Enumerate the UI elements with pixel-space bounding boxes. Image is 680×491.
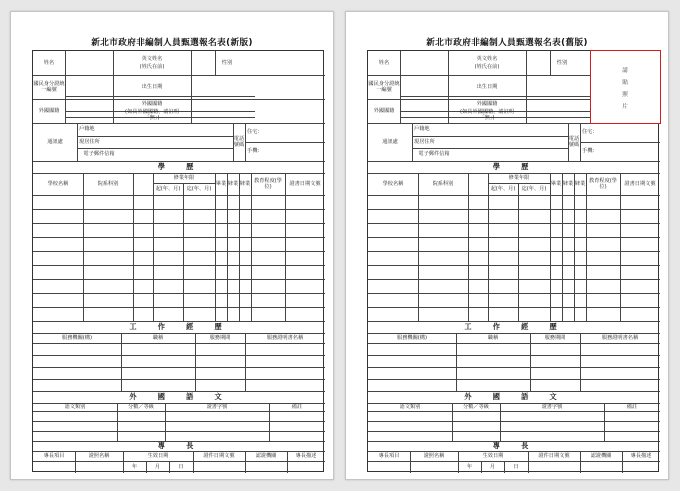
nationality-note-label: (如具外國國籍，請註明「無」) [125, 108, 179, 121]
education-section-header: 學 歷 [157, 162, 201, 171]
gender-label: 性別 [556, 59, 568, 66]
table-rule [368, 343, 660, 344]
table-rule [368, 293, 660, 294]
department-label: 院系科別 [432, 180, 454, 187]
mobile-label: 手機： [247, 148, 263, 155]
nationality-label: 外國國籍 [141, 101, 163, 108]
day-label: 日 [178, 463, 184, 470]
remark-label: 備註 [626, 403, 638, 410]
table-rule [227, 173, 228, 321]
license-name-label: 證照名稱 [88, 452, 110, 459]
table-rule [33, 307, 325, 308]
table-rule [33, 431, 325, 432]
table-rule [418, 173, 419, 321]
nationality-label: 外國國籍 [38, 107, 60, 114]
service-period-label: 服務期間 [544, 334, 566, 341]
table-rule [368, 307, 660, 308]
table-rule [83, 173, 84, 321]
table-rule [33, 279, 325, 280]
table-rule [368, 265, 660, 266]
issuing-agency-label: 認證機關 [255, 452, 277, 459]
table-rule [368, 251, 660, 252]
school-name-label: 學校名稱 [382, 180, 404, 187]
form-page-new [10, 11, 334, 480]
school-name-label: 學校名稱 [47, 180, 69, 187]
specialty-item-label: 專長項目 [43, 452, 65, 459]
home-phone-label: 住宅： [582, 129, 598, 136]
table-rule [33, 251, 325, 252]
home-phone-label: 住宅： [247, 129, 263, 136]
table-rule [33, 379, 325, 380]
current-address-label: 現居住所 [79, 138, 100, 145]
table-rule [562, 173, 563, 321]
table-rule [33, 411, 325, 412]
specialty-item-label: 專長項目 [378, 452, 400, 459]
table-rule [153, 173, 154, 321]
day-label: 日 [513, 463, 519, 470]
table-rule [400, 51, 401, 123]
language-type-label: 語文類別 [399, 403, 421, 410]
period-to-label: 迄(年、月) [521, 185, 547, 192]
experience-section-header: 工 作 經 歷 [129, 322, 229, 331]
score-grade-label: 分數／等級 [128, 403, 154, 410]
table-rule [580, 123, 581, 161]
table-rule [133, 173, 134, 321]
period-to-label: 迄(年、月) [186, 185, 212, 192]
degree-label: 教育程度(學位) [254, 177, 282, 190]
table-rule [368, 421, 660, 422]
month-label: 月 [489, 463, 496, 470]
registered-address-label: 戶籍地 [414, 126, 430, 133]
table-rule [33, 195, 325, 196]
specialty-desc-label: 專長描述 [295, 452, 317, 459]
birth-date-label: 出生日期 [141, 83, 163, 90]
table-rule [33, 421, 325, 422]
graduated-label: 畢業 [550, 180, 562, 187]
birth-date-label: 出生日期 [476, 83, 498, 90]
study-period-label: 修業年限 [508, 174, 530, 181]
issuing-agency-label: 認證機關 [590, 452, 612, 459]
table-rule [368, 431, 660, 432]
effective-date-label: 生效日期 [482, 452, 504, 459]
table-rule [368, 279, 660, 280]
table-rule [488, 173, 489, 321]
graduated-label: 畢業 [215, 180, 227, 187]
table-rule [368, 367, 660, 368]
year-label: 年 [466, 463, 473, 470]
effective-date-label: 生效日期 [147, 452, 169, 459]
incomplete-label: 肄業 [239, 180, 251, 187]
table-rule [33, 237, 325, 238]
table-rule [518, 183, 519, 321]
table-rule [468, 173, 469, 321]
license-name-label: 證照名稱 [423, 452, 445, 459]
employer-label: 服務機關(構) [62, 334, 92, 341]
email-label: 電子郵件信箱 [418, 151, 450, 158]
application-form-table [32, 50, 324, 472]
table-rule [586, 173, 587, 321]
table-rule [33, 99, 325, 100]
gender-label: 性別 [221, 59, 233, 66]
form-title: 新北市政府非編制人員甄選報名表(新版) [91, 38, 253, 48]
table-rule [368, 223, 660, 224]
diploma-label: 證書日期文號 [289, 180, 321, 187]
education-section-header: 學 歷 [492, 162, 536, 171]
table-rule [191, 51, 192, 123]
name-label: 姓名 [378, 59, 390, 66]
service-cert-label: 服務證明書名稱 [601, 334, 639, 341]
application-form-table [367, 50, 659, 472]
table-rule [368, 411, 660, 412]
photo-placeholder [590, 50, 661, 124]
cert-number-label: 證書字號 [206, 403, 228, 410]
table-rule [33, 343, 325, 344]
nationality-note-label: (如具外國國籍，請註明「無」) [460, 108, 514, 121]
doc-date-number-label: 證件日期文號 [538, 452, 570, 459]
service-period-label: 服務期間 [209, 334, 231, 341]
incomplete-label: 肄業 [574, 180, 586, 187]
form-title: 新北市政府非編制人員甄選報名表(舊版) [426, 38, 588, 48]
language-type-label: 語文類別 [64, 403, 86, 410]
phone-label: 電話號碼 [233, 135, 245, 148]
language-section-header: 外 國 語 文 [129, 392, 229, 401]
period-from-label: 起(年、月) [490, 185, 516, 192]
department-label: 院系科別 [97, 180, 119, 187]
table-rule [526, 51, 527, 123]
form-page-old [345, 11, 669, 480]
table-rule [33, 265, 325, 266]
table-rule [251, 173, 252, 321]
service-cert-label: 服務證明書名稱 [266, 334, 304, 341]
remark-label: 備註 [291, 403, 303, 410]
contact-address-label: 通訊處 [47, 138, 63, 145]
table-rule [368, 195, 660, 196]
nationality-label: 外國國籍 [373, 107, 395, 114]
name-label: 姓名 [43, 59, 55, 66]
english-name-note-label: (姓氏在前) [474, 63, 500, 70]
diploma-label: 證書日期文號 [624, 180, 656, 187]
nationality-label: 外國國籍 [476, 101, 498, 108]
table-rule [77, 123, 78, 161]
period-from-label: 起(年、月) [155, 185, 181, 192]
phone-label: 電話號碼 [568, 135, 580, 148]
id-number-label: 國民身分證統一編號 [368, 80, 400, 93]
table-rule [368, 237, 660, 238]
id-number-label: 國民身分證統一編號 [33, 80, 65, 93]
registered-address-label: 戶籍地 [79, 126, 95, 133]
table-rule [550, 173, 551, 321]
table-rule [239, 173, 240, 321]
year-label: 年 [131, 463, 138, 470]
table-rule [33, 209, 325, 210]
table-rule [33, 355, 325, 356]
doc-date-number-label: 證件日期文號 [203, 452, 235, 459]
degree-label: 教育程度(學位) [589, 177, 617, 190]
experience-section-header: 工 作 經 歷 [464, 322, 564, 331]
mobile-label: 手機： [582, 148, 598, 155]
incomplete-label: 肄業 [227, 180, 239, 187]
language-section-header: 外 國 語 文 [464, 392, 564, 401]
english-name-note-label: (姓氏在前) [139, 63, 165, 70]
score-grade-label: 分數／等級 [463, 403, 489, 410]
english-name-label: 英文姓名 [141, 55, 163, 62]
table-rule [620, 173, 621, 321]
study-period-label: 修業年限 [173, 174, 195, 181]
incomplete-label: 肄業 [562, 180, 574, 187]
table-rule [33, 293, 325, 294]
month-label: 月 [154, 463, 161, 470]
employer-label: 服務機關(構) [397, 334, 427, 341]
specialty-section-header: 專 長 [492, 441, 536, 450]
cert-number-label: 證書字號 [541, 403, 563, 410]
table-rule [245, 123, 246, 161]
contact-address-label: 通訊處 [382, 138, 398, 145]
table-rule [33, 223, 325, 224]
table-rule [285, 173, 286, 321]
table-rule [368, 209, 660, 210]
job-title-label: 職稱 [152, 334, 164, 341]
table-rule [412, 123, 413, 161]
photo-label: 請貼照片 [622, 68, 628, 110]
table-rule [215, 173, 216, 321]
email-label: 電子郵件信箱 [83, 151, 115, 158]
table-rule [574, 173, 575, 321]
english-name-label: 英文姓名 [476, 55, 498, 62]
job-title-label: 職稱 [487, 334, 499, 341]
table-rule [368, 379, 660, 380]
specialty-desc-label: 專長描述 [630, 452, 652, 459]
current-address-label: 現居住所 [414, 138, 435, 145]
table-rule [33, 367, 325, 368]
table-rule [368, 355, 660, 356]
table-rule [65, 51, 66, 123]
table-rule [183, 183, 184, 321]
specialty-section-header: 專 長 [157, 441, 201, 450]
